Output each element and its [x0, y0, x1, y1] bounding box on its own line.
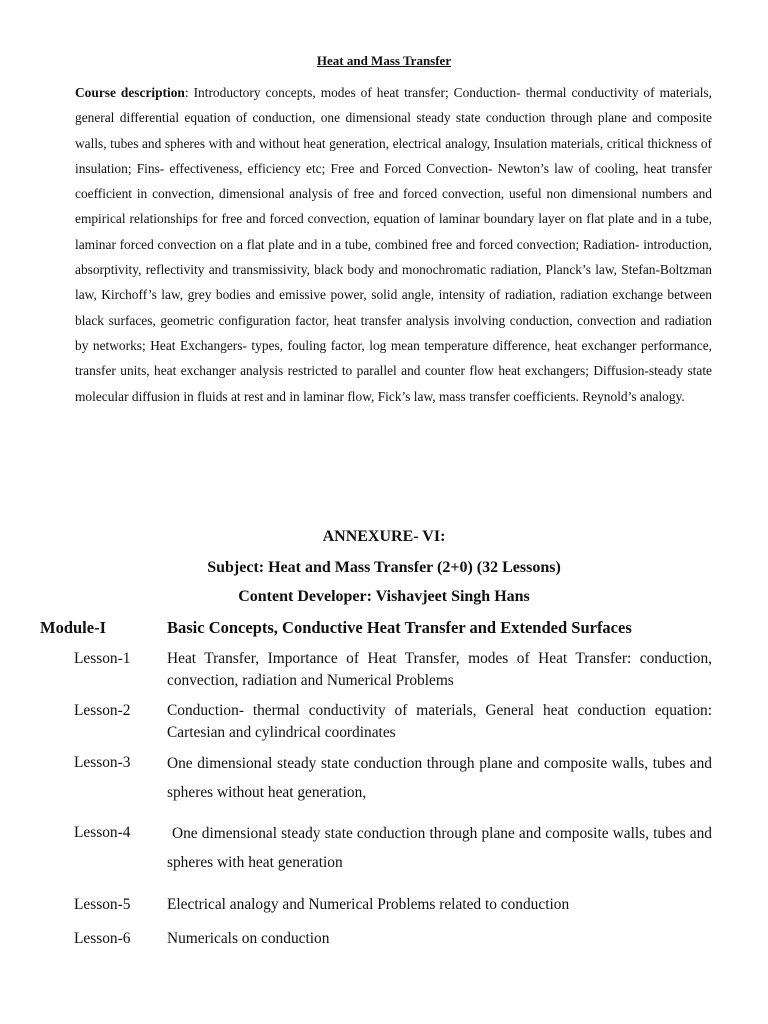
annexure-title: ANNEXURE- VI: [322, 528, 446, 545]
lesson-label: Lesson-1 [74, 650, 131, 667]
document-title: Heat and Mass Transfer [316, 53, 452, 68]
annexure-developer: Content Developer: Vishavjeet Singh Hans [238, 588, 530, 605]
lesson-label: Lesson-3 [74, 754, 131, 771]
course-description [75, 80, 712, 409]
lesson-text: Electrical analogy and Numerical Problems related to conduction [167, 896, 570, 913]
lesson-text: One dimensional steady state conduction through plane and composite walls, tubes and spheres without heat generation, [167, 755, 712, 801]
annexure-subject: Subject: Heat and Mass Transfer (2+0) (32 Lessons) [207, 559, 561, 576]
lesson-text: One dimensional steady state conduction through plane and composite walls, tubes and spheres with heat generation [167, 825, 712, 871]
course-description-label: Course description [75, 85, 185, 100]
lesson-text: Numericals on conduction [167, 930, 330, 947]
lesson-text: Conduction- thermal conductivity of materials, General heat conduction equation: Cartesian and cylindrical coordinates [167, 702, 712, 741]
course-description-text: : Introductory concepts, modes of heat transfer; Conduction- thermal conductivity of materials, general differential equation of conduction, one dimensional steady state conduction through plane and composite walls, tubes and spheres with and without heat generation, electrical analogy, Insulation materials, critical thickness of insulation; Fins- effectiveness, efficiency etc; Free and Forced Convection- Newton’s law of cooling, heat transfer coefficient in convection, dimensional analysis of free and forced convection, useful non dimensional numbers and empirical relationships for free and forced convection, equation of laminar boundary layer on flat plate and in a tube, laminar forced convection on a flat plate and in a tube, combined free and forced convection; Radiation- introduction, absorptivity, reflectivity and transmissivity, black body and monochromatic radiation, Planck’s law, Stefan-Boltzman law, Kirchoff’s law, grey bodies and emissive power, solid angle, intensity of radiation, radiation exchange between black surfaces, geometric configuration factor, heat transfer analysis involving conduction, convection and radiation by networks; Heat Exchangers- types, fouling factor, log mean temperature difference, heat exchanger performance, transfer units, heat exchanger analysis restricted to parallel and counter flow heat exchangers; Diffusion-steady state molecular diffusion in fluids at rest and in laminar flow, Fick’s law, mass transfer coefficients. Reynold’s analogy. [75, 85, 712, 404]
lesson-label: Lesson-5 [74, 896, 131, 913]
lesson-label: Lesson-6 [74, 930, 131, 947]
lesson-label: Lesson-4 [74, 824, 131, 841]
module-title: Basic Concepts, Conductive Heat Transfer and Extended Surfaces [167, 618, 632, 637]
lesson-text: Heat Transfer, Importance of Heat Transfer, modes of Heat Transfer: conduction, convection, radiation and Numerical Problems [167, 650, 712, 689]
lesson-label: Lesson-2 [74, 702, 131, 719]
module-label: Module-I [40, 618, 106, 637]
